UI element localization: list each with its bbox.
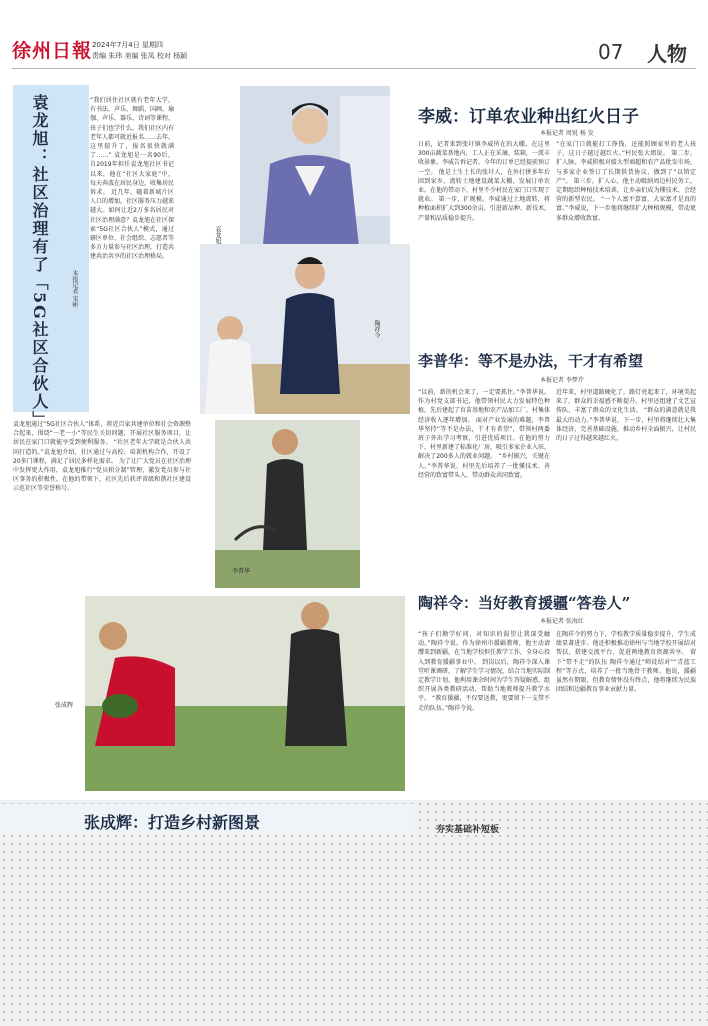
masthead-rule <box>12 68 696 69</box>
photo-zhang-chenghui-field <box>85 596 405 791</box>
caption-yuan: 袁龙旭 <box>214 226 221 244</box>
tao-col2: 在陶祥令的努力下，学校教学质量稳步提升，学生成绩显著进步。他还积极推动徐州与当地学校开展结对帮扶，搭建交流平台，促进两地教育资源共享。 留下“带不走”的队伍 陶祥令通过“师徒结对”“青蓝工程”等方式，培养了一批当地骨干教师。他说，援疆虽然有期限，但教育情怀没有终点，他将继续为民族团结和边疆教育事业贡献力量。 <box>556 631 696 694</box>
left-story-byline: 本报记者 宋彬 <box>71 270 78 308</box>
byline-tao-xiangling: 本报记者 张海红 <box>540 618 584 625</box>
man-watering-photo <box>215 420 360 588</box>
left-title-box <box>13 85 89 412</box>
caption-tao: 陶祥令 <box>373 320 380 338</box>
byline-li-wei: 本报记者 周锐 杨 发 <box>540 130 594 137</box>
tao-col1: “孩子们勤学好问，对知识的渴望让我深受触动。”陶祥令说。作为徐州市援疆教师，他主动请缨来到新疆，在当地学校担任教学工作，全身心投入到教育援疆事业中。 到岗以后，陶祥令深入课堂听课调研，了解学生学习情况，结合当地实际制定教学计划。他利用课余时间为学生答疑解惑，组织开展各类教研活动，帮助当地教师提升教学水平。 “教育援疆，不仅要送教，更要留下一支带不走的队伍。”陶祥令说。 <box>418 631 550 712</box>
li-wei-col2: “在家门口就能打工挣钱，还能照顾家里的老人孩子，这日子越过越红火。”村民张大姐说。 第二步，扩人脉。李威积极对接大型商超和农产品批发市场，与多家企业签订了长期供货协议，做到了“以销定产”。 第三步，扩人心。他主动吸纳周边村民务工，定期组织种植技术培训，让乡亲们成为懂技术、会经营的新型农民。 “一个人富不算富，大家富才是真的富。”李威说，下一步他将继续扩大种植规模，带动更多群众增收致富。 <box>556 141 696 222</box>
photo-li-puhua-watering <box>215 420 360 588</box>
caption-zhang: 张成辉 <box>55 702 74 709</box>
headline-li-puhua: 李普华：等不是办法，干才有希望 <box>418 352 644 370</box>
staff-line: 责编 朱玮 美编 张凤 校对 杨颖 <box>92 52 188 60</box>
date-line: 2024年7月4日 星期四 <box>92 41 163 49</box>
page-number: 07 <box>598 40 624 64</box>
newspaper-logo: 徐州日報 <box>12 40 93 62</box>
headline-li-wei: 李威：订单农业种出红火日子 <box>418 107 639 127</box>
photo-yuan-longxu <box>240 86 390 256</box>
left-story-col2: 袁龙旭通过“5G社区合伙人”体系，将近百家共建单位和社会资源整合起来，围绕“一老一小”等民生关切问题，开展社区服务项目，让居民在家门口就能享受到便利服务。 “社区老年大学就是合伙人共同打造的。”袁龙旭介绍，社区通过与高校、培训机构合作，开设了20多门课程，满足了居民多样化需求。 为了让广大党员在社区治理中发挥更大作用，袁龙旭推行“党员积分制”管理，激发党员参与社区事务的积极性。在他的带领下，社区先后获评省级和谐社区建设示范社区等荣誉称号。 <box>13 421 191 493</box>
li-puhua-col1: “以前，新的机会来了，一定要抓住。”李普华说。作为村党支部书记，他带领村民大力发展特色种植，先后建起了育苗基地和农产品加工厂，村集体经济收入逐年增加。 面对产业发展的难题，李普华坚持“等不是办法，干才有希望”，带领村两委班子外出学习考察，引进优质项目。在他的努力下，村里新建了标准化厂房，吸引多家企业入驻，解决了200多人的就业问题。 “乡村振兴，关键在人。”李普华说，村里先后培养了一批懂技术、善经营的致富带头人，带动群众共同致富。 <box>418 389 550 479</box>
village-field-photo <box>85 596 405 791</box>
caption-li: 李普华 <box>232 568 251 575</box>
li-puhua-col2: 近年来，村里道路硬化了，路灯亮起来了，环境美起来了，群众的幸福感不断提升。村里还组建了文艺宣传队，丰富了群众的文化生活。 “群众的满意就是我最大的动力。”李普华说，下一步，村里将继续壮大集体经济，完善基础设施，推动乡村全面振兴，让村民的日子过得越来越红火。 <box>556 389 696 443</box>
footer-fragment: 夯实基础补短板 <box>436 825 500 835</box>
headline-zhang-chenghui: 张成辉：打造乡村新图景 <box>84 813 261 832</box>
li-wei-col1: 日前，记者来到张圩镇李威所在的大棚，在这里300亩蔬菜基地内，工人正在采摘、装箱，一派丰收景象。李威告诉记者，今年的订单已经提前预订一空。 他是土生土长的张圩人，在外打拼多年后回到家乡，流转土地建设蔬菜大棚，发展订单农业。在他的带动下，村里不少村民在家门口实现了就业。 第一步，扩规模。李威通过土地流转，将种植面积扩大到300余亩，引进新品种、新技术，产量和品质稳步提升。 <box>418 141 550 222</box>
left-story-col1: “我们居住社区就有老年大学，有书法、声乐、舞蹈、国画、瑜伽、声乐、器乐、诗词等课程，孩子们也学什么，我们社区内有老年人都可就近报名……去年，这里提升了，报名很快就满了……” 袁龙旭是一名90后，自2019年担任袁龙旭社区书记以来，他在“社区大家庭”中，每天奔波在居民身边，收集居民诉求。 近几年，随着新城片区人口的增加，社区服务压力越来越大。如何让近2万多名居民对社区治理满意？袁龙旭在社区探索“5G社区合伙人”模式，通过辖区单位、社会组织、志愿者等多方力量参与社区治理，打造共建共治共享的社区治理格局。 <box>90 97 174 261</box>
headline-tao-xiangling: 陶祥令：当好教育援疆“答卷人” <box>418 594 631 612</box>
section-name: 人物 <box>647 42 687 66</box>
man-in-purple-shirt-photo <box>240 86 390 256</box>
left-story-title: 袁龙旭：社区治理有了「5G社区合伙人」 <box>30 94 49 429</box>
byline-li-puhua: 本报记者 李梦芹 <box>540 377 584 384</box>
